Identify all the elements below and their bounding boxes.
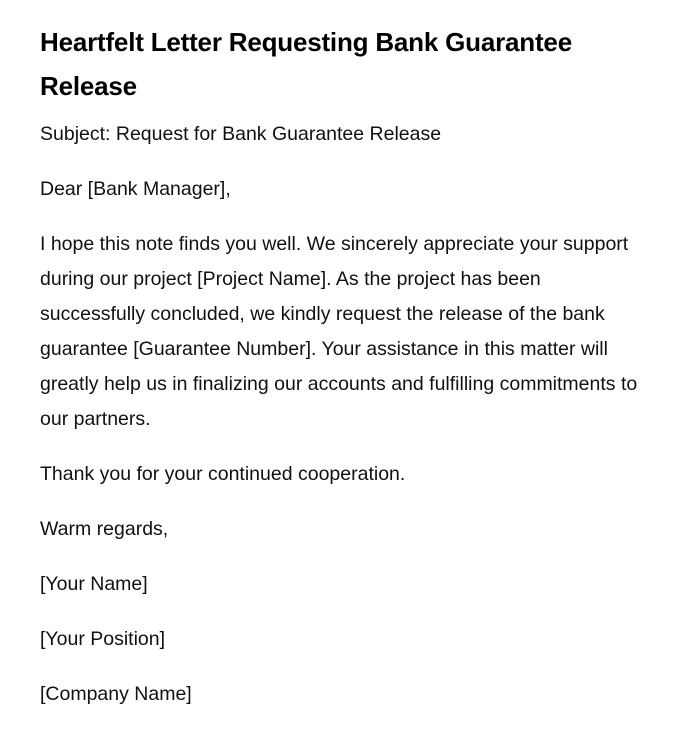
letter-body: I hope this note finds you well. We sincerely appreciate your support during our project [Project Name]. As the project has been successfully concluded, we kindly request the release of the bank guarantee [Guarantee Number]. Your assistance in this matter will greatly help us in finalizing our accounts and fulfilling commitments to our partners. [40,233,638,430]
letter-thanks: Thank you for your continued cooperation. [40,463,406,485]
letter-subject: Subject: Request for Bank Guarantee Release [40,123,442,145]
signature-position: [Your Position] [40,628,166,650]
signature-name: [Your Name] [40,573,148,595]
letter-closing: Warm regards, [40,518,169,540]
signature-company: [Company Name] [40,683,192,705]
letter-salutation: Dear [Bank Manager], [40,178,231,200]
letter-title: Heartfelt Letter Requesting Bank Guarantee Release [40,27,572,101]
